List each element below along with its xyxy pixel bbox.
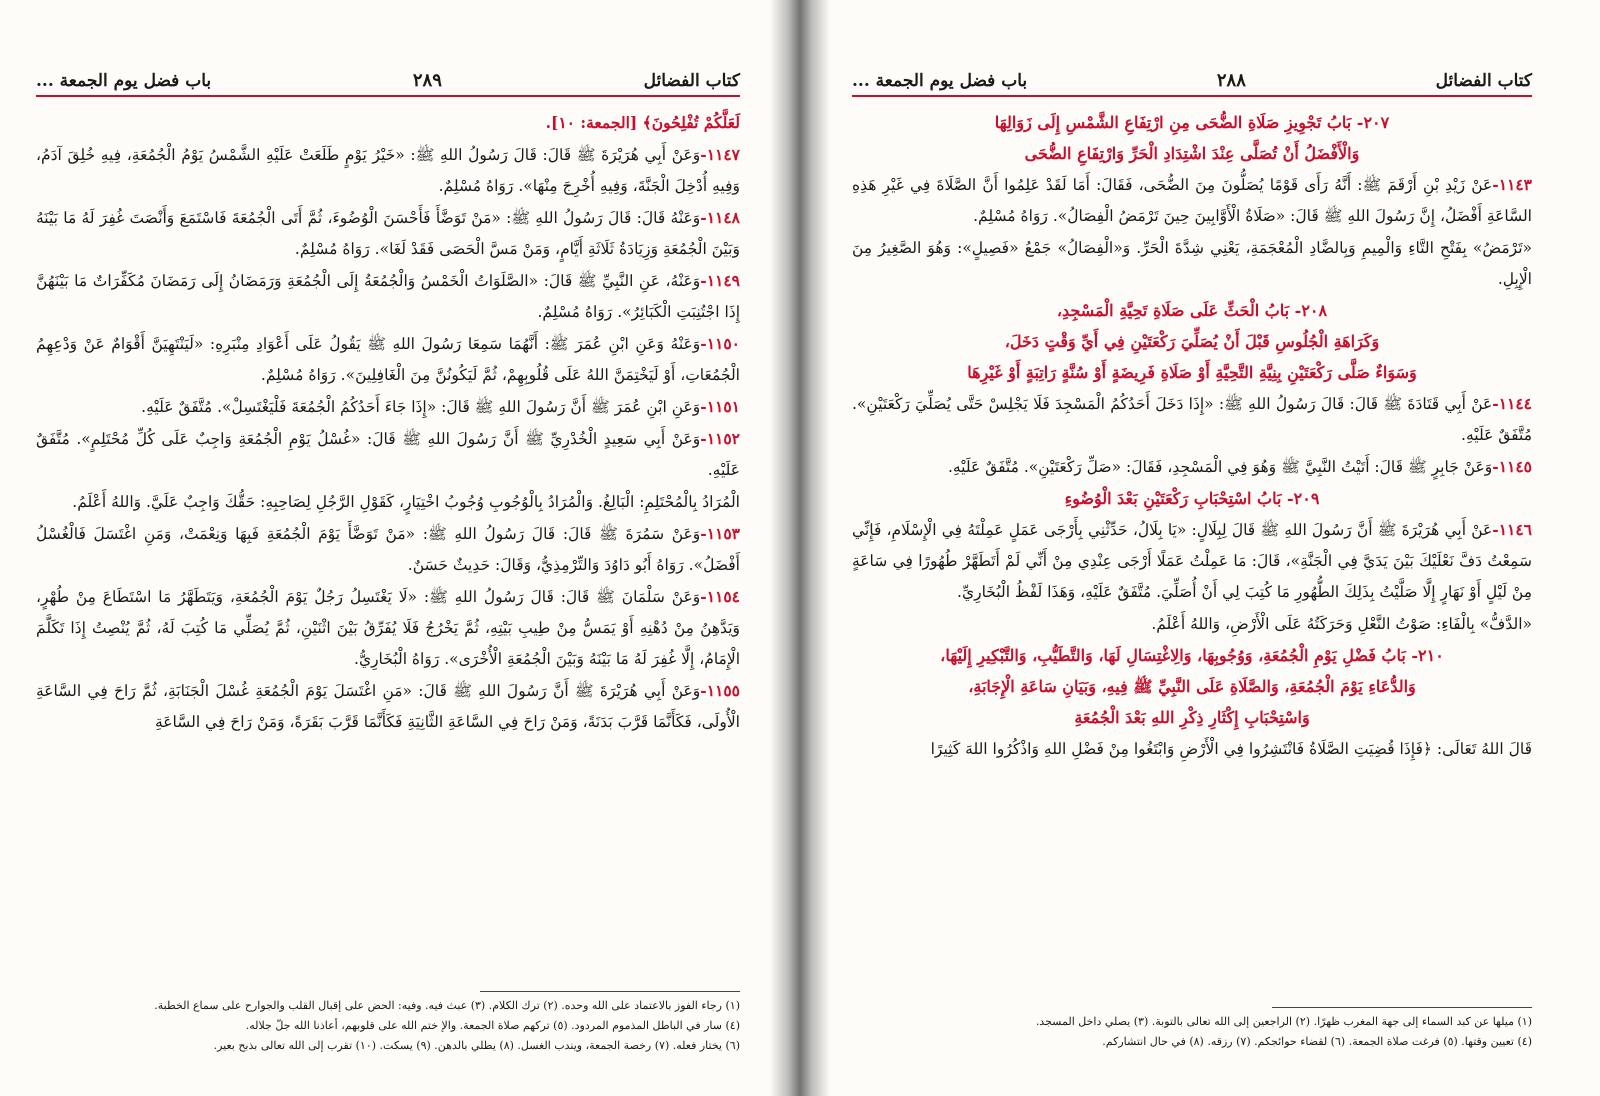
chapter-heading: ٢٠٨- بَابُ الْحَثِّ عَلَى صَلَاةِ تَحِيَّةِ الْمَسْجِدِ، [1056,301,1328,320]
hadith-number: ١١٤٧- [700,145,740,164]
hadith-1151 [36,391,740,423]
hadith-number: ١١٥٤- [700,587,740,606]
hadith-number: ١١٤٤- [1492,394,1532,413]
hadith-text: وَعَنْهُ قَالَ: قَالَ رَسُولُ اللهِ ﷺ: «مَنْ تَوَضَّأَ فَأَحْسَنَ الْوُضُوءَ، ثُمَّ أَتَى الْجُمُعَةَ فَاسْتَمَعَ وَأَنْصَتَ غُفِرَ لَهُ مَا بَيْنَهُ وَبَيْنَ الْجُمُعَةِ وَزِيَادَةُ ثَلَاثَةِ أَيَّامٍ، وَمَنْ مَسَّ الْحَصَى فَقَدْ لَغَا». رَوَاهُ مُسْلِمٌ. [36,209,740,258]
hadith-paragraph [852,608,1532,640]
page-288 [800,0,1600,1096]
footnote-rule [480,991,740,992]
header-chapter-title: باب فضل يوم الجمعة ... [852,71,1028,91]
hadith-paragraph [852,388,1532,451]
hadith-paragraph [852,514,1532,608]
hadith-number: ١١٥١- [700,397,740,416]
hadith-1153 [36,518,740,581]
hadith-text: وَعَنْ أَبِي هُرَيْرَةَ ﷺ قَالَ: قَالَ رَسُولُ اللهِ ﷺ: «خَيْرُ يَوْمٍ طَلَعَتْ عَلَيْهِ الشَّمْسُ يَوْمُ الْجُمُعَةِ، فِيهِ خُلِقَ آدَمُ، وَفِيهِ أُدْخِلَ الْجَنَّةَ، وَفِيهِ أُخْرِجَ مِنْهَا». رَوَاهُ مُسْلِمٌ. [36,146,740,195]
hadith-text: عَنْ زَيْدِ بْنِ أَرْقَمَ ﷺ: أَنَّهُ رَأَى قَوْمًا يُصَلُّونَ مِنَ الضُّحَى، فَقَالَ: أَمَا لَقَدْ عَلِمُوا أَنَّ الصَّلَاةَ فِي غَيْرِ هَذِهِ السَّاعَةِ أَفْضَلُ، إِنَّ رَسُولَ اللهِ ﷺ قَالَ: «صَلَاةُ الْأَوَّابِينَ حِينَ تَرْمَضُ الْفِصَالُ». رَوَاهُ مُسْلِمٌ. [852,176,1532,225]
header-book-title: كتاب الفضائل [643,71,740,91]
hadith-paragraph [852,733,1532,765]
hadith-number: ١١٥٢- [700,429,740,448]
hadith-paragraph [852,451,1532,483]
page-number: ٢٨٨ [1216,70,1246,91]
hadith-text: وَعَنِ ابْنِ عُمَرَ ﷺ أَنَّ رَسُولَ اللهِ ﷺ قَالَ: «إِذَا جَاءَ أَحَدُكُمُ الْجُمُعَةَ فَلْيَغْتَسِلْ». مُتَّفَقٌ عَلَيْهِ. [141,398,701,416]
page-header [852,70,1532,97]
page-body [36,107,740,738]
hadith-number: ١١٥٥- [700,681,740,700]
hadith-number: ١١٤٦- [1492,520,1532,539]
chapter-heading: وَاسْتِحْبَابِ إِكْثَارِ ذِكْرِ اللهِ بَعْدَ الْجُمُعَةِ [1074,708,1310,727]
commentary-text: الْمُرَادُ بِالْمُحْتَلِمِ: الْبَالِغُ. وَالْمُرَادُ بِالْوُجُوبِ وُجُوبُ اخْتِيَارٍ، كَقَوْلِ الرَّجُلِ لِصَاحِبِهِ: حَقُّكَ وَاجِبٌ عَلَيَّ. وَاللهُ أَعْلَمُ. [72,493,740,511]
hadith-1147 [36,139,740,202]
header-chapter-title: باب فضل يوم الجمعة ... [36,71,212,91]
footnote-rule [1272,1007,1532,1008]
hadith-text: وَعَنْ سَمُرَةَ ﷺ قَالَ: قَالَ رَسُولُ اللهِ ﷺ: «مَنْ تَوَضَّأَ يَوْمَ الْجُمُعَةِ فَبِهَا وَنِعْمَتْ، وَمَنِ اغْتَسَلَ فَالْغُسْلُ أَفْضَلُ». رَوَاهُ أَبُو دَاوُدَ وَالتِّرْمِذِيُّ، وَقَالَ: حَدِيثٌ حَسَنٌ. [36,525,740,574]
paragraph: لَعَلَّكُمْ تُفْلِحُونَ﴾ [الجمعة: ١٠]. [545,113,740,132]
hadith-text: «تَرْمَضُ» بِفَتْحِ التَّاءِ وَالْمِيمِ وَبِالضَّادِ الْمُعْجَمَةِ، يَعْنِي شِدَّةَ الْحَرِّ. وَ«الْفِصَالُ» جَمْعُ «فَصِيلٍ»: وَهُوَ الصَّغِيرُ مِنَ الْإِبِلِ. [852,239,1532,288]
chapter-heading: وَكَرَاهَةِ الْجُلُوسِ قَبْلَ أَنْ يُصَلِّيَ رَكْعَتَيْنِ فِي أَيِّ وَقْتٍ دَخَلَ، [1004,332,1380,351]
commentary [36,486,740,518]
header-book-title: كتاب الفضائل [1435,71,1532,91]
chapter-heading: وَالْأَفْضَلُ أَنْ تُصَلَّى عِنْدَ اشْتِدَادِ الْحَرِّ وَارْتِفَاعِ الضُّحَى [1024,144,1360,163]
hadith-1152 [36,423,740,486]
hadith-number: ١١٥٠- [700,334,740,353]
footnote-line: (٦) يختار فعله. (٧) رخصة الجمعة، ويندب الغسل. (٨) يطلي بالدهن. (٩) يسكت. (١٠) تقرب إلى الله تعالى بذبح بعير. [213,1039,740,1052]
page-body [852,107,1532,765]
chapter-heading: ٢١٠- بَابُ فَضْلِ يَوْمِ الْجُمُعَةِ، وَوُجُوبِهَا، وَالِاغْتِسَالِ لَهَا، وَالتَّطَيُّبِ، وَالتَّبْكِيرِ إِلَيْهَا، [940,646,1444,665]
hadith-text: وَعَنْ أَبِي هُرَيْرَةَ ﷺ أَنَّ رَسُولَ اللهِ ﷺ قَالَ: «مَنِ اغْتَسَلَ يَوْمَ الْجُمُعَةِ غُسْلَ الْجَنَابَةِ، ثُمَّ رَاحَ فِي السَّاعَةِ الْأُولَى، فَكَأَنَّمَا قَرَّبَ بَدَنَةً، وَمَنْ رَاحَ فِي السَّاعَةِ الثَّانِيَةِ فَكَأَنَّمَا قَرَّبَ بَقَرَةً، وَمَنْ رَاحَ فِي السَّاعَةِ [36,682,740,731]
page-header [36,70,740,97]
chapter-heading: ٢٠٧- بَابُ تَجْوِيزِ صَلَاةِ الضُّحَى مِنِ ارْتِفَاعِ الشَّمْسِ إِلَى زَوَالِهَا [994,113,1390,132]
hadith-text: وَعَنْهُ وَعَنِ ابْنِ عُمَرَ ﷺ: أَنَّهُمَا سَمِعَا رَسُولَ اللهِ ﷺ يَقُولُ عَلَى أَعْوَادِ مِنْبَرِهِ: «لَيَنْتَهِيَنَّ أَقْوَامٌ عَنْ وَدْعِهِمُ الْجُمُعَاتِ، أَوْ لَيَخْتِمَنَّ اللهُ عَلَى قُلُوبِهِمْ، ثُمَّ لَيَكُونُنَّ مِنَ الْغَافِلِينَ». رَوَاهُ مُسْلِمٌ. [36,335,740,384]
chapter-heading: وَسَوَاءٌ صَلَّى رَكْعَتَيْنِ بِنِيَّةِ التَّحِيَّةِ أَوْ صَلَاةِ فَرِيضَةٍ أَوْ سُنَّةٍ رَاتِبَةٍ أَوْ غَيْرِهَا [967,363,1417,382]
hadith-number: ١١٤٣- [1492,175,1532,194]
hadith-paragraph [852,169,1532,232]
hadith-1149 [36,265,740,328]
footnote-line: (١) رجاء الفوز بالاعتماد على الله وحده. (٢) ترك الكلام. (٣) عبث فيه. وفيه: الحض على إقبال القلب والجوارح على سماع الخطبة. [154,999,740,1012]
hadith-text: وَعَنْ أَبِي سَعِيدٍ الْخُدْرِيِّ ﷺ أَنَّ رَسُولَ اللهِ ﷺ قَالَ: «غُسْلُ يَوْمِ الْجُمُعَةِ وَاجِبٌ عَلَى كُلِّ مُحْتَلِمٍ». مُتَّفَقٌ عَلَيْهِ. [36,430,740,479]
hadith-text: وَعَنْ سَلْمَانَ ﷺ قَالَ: قَالَ رَسُولُ اللهِ ﷺ: «لَا يَغْتَسِلُ رَجُلٌ يَوْمَ الْجُمُعَةِ، وَيَتَطَهَّرُ مَا اسْتَطَاعَ مِنْ طُهْرٍ، وَيَدَّهِنُ مِنْ دُهْنِهِ أَوْ يَمَسُّ مِنْ طِيبِ بَيْتِهِ، ثُمَّ يَخْرُجُ فَلَا يُفَرِّقُ بَيْنَ اثْنَيْنِ، ثُمَّ يُصَلِّي مَا كُتِبَ لَهُ، ثُمَّ يُنْصِتُ إِذَا تَكَلَّمَ الْإِمَامُ، إِلَّا غُفِرَ لَهُ مَا بَيْنَهُ وَبَيْنَ الْجُمُعَةِ الْأُخْرَى». رَوَاهُ الْبُخَارِيُّ. [36,588,740,668]
hadith-1154 [36,581,740,675]
hadith-paragraph [852,232,1532,295]
hadith-number: ١١٥٣- [700,524,740,543]
hadith-text: قَالَ اللهُ تَعَالَى: ﴿فَإِذَا قُضِيَتِ الصَّلَاةُ فَانْتَشِرُوا فِي الْأَرْضِ وَابْتَغُوا مِنْ فَضْلِ اللهِ وَاذْكُرُوا اللهَ كَثِيرًا [930,740,1532,758]
hadith-text: «الدَّفُّ» بِالْفَاءِ: صَوْتُ النَّعْلِ وَحَرَكَتُهُ عَلَى الْأَرْضِ، وَاللهُ أَعْلَمُ. [1151,615,1532,633]
chapter-heading: وَالدُّعَاءِ يَوْمَ الْجُمُعَةِ، وَالصَّلَاةِ عَلَى النَّبِيِّ ﷺ فِيهِ، وَبَيَانِ سَاعَةِ الْإِجَابَةِ، [968,677,1416,696]
hadith-text: وَعَنْ جَابِرٍ ﷺ قَالَ: أَتَيْتُ النَّبِيَّ ﷺ وَهُوَ فِي الْمَسْجِدِ، فَقَالَ: «صَلِّ رَكْعَتَيْنِ». مُتَّفَقٌ عَلَيْهِ. [947,458,1493,476]
hadith-number: ١١٤٩- [700,271,740,290]
footnotes [36,991,740,1056]
footnote-line: (٤) تعيين وقتها. (٥) فرغت صلاة الجمعة. (٦) لقضاء حوائجكم. (٧) رزقه. (٨) في حال انتشاركم. [1102,1035,1532,1048]
hadith-text: وَعَنْهُ، عَنِ النَّبِيِّ ﷺ قَالَ: «الصَّلَوَاتُ الْخَمْسُ وَالْجُمُعَةُ إِلَى الْجُمُعَةِ وَرَمَضَانُ إِلَى رَمَضَانَ مُكَفِّرَاتٌ مَا بَيْنَهُنَّ إِذَا اجْتُنِبَتِ الْكَبَائِرُ». رَوَاهُ مُسْلِمٌ. [36,272,740,321]
hadith-number: ١١٤٨- [700,208,740,227]
hadith-1148 [36,202,740,265]
footnote-line: (١) ميلها عن كبد السماء إلى جهة المغرب ظهرًا. (٢) الراجعين إلى الله تعالى بالتوبة. (٣) يصلي داخل المسجد. [1035,1015,1532,1028]
hadith-text: عَنْ أَبِي هُرَيْرَةَ ﷺ أَنَّ رَسُولَ اللهِ ﷺ قَالَ لِبِلَالٍ: «يَا بِلَالُ، حَدِّثْنِي بِأَرْجَى عَمَلٍ عَمِلْتَهُ فِي الْإِسْلَامِ، فَإِنِّي سَمِعْتُ دَفَّ نَعْلَيْكَ بَيْنَ يَدَيَّ فِي الْجَنَّةِ»، قَالَ: مَا عَمِلْتُ عَمَلًا أَرْجَى عِنْدِي مِنْ أَنِّي لَمْ أَتَطَهَّرْ طُهُورًا فِي سَاعَةٍ مِنْ لَيْلٍ أَوْ نَهَارٍ إِلَّا صَلَّيْتُ بِذَلِكَ الطُّهُورِ مَا كُتِبَ لِي أَنْ أُصَلِّيَ. مُتَّفَقٌ عَلَيْهِ، وَهَذَا لَفْظُ الْبُخَارِيِّ. [852,521,1532,601]
hadith-1155 [36,675,740,738]
page-number: ٢٨٩ [412,70,442,91]
hadith-1150 [36,328,740,391]
footnotes [852,1007,1532,1052]
chapter-heading: ٢٠٩- بَابُ اسْتِحْبَابِ رَكْعَتَيْنِ بَعْدَ الْوُضُوءِ [1064,489,1320,508]
footnote-line: (٤) سار في الباطل المذموم المردود. (٥) تركهم صلاة الجمعة. والإ ختم الله على قلوبهم، أعاذنا الله جلّ جلاله. [245,1019,740,1032]
hadith-number: ١١٤٥- [1492,457,1532,476]
hadith-text: عَنْ أَبِي قَتَادَةَ ﷺ قَالَ: قَالَ رَسُولُ اللهِ ﷺ: «إِذَا دَخَلَ أَحَدُكُمُ الْمَسْجِدَ فَلَا يَجْلِسْ حَتَّى يُصَلِّيَ رَكْعَتَيْنِ». مُتَّفَقٌ عَلَيْهِ. [852,395,1532,444]
